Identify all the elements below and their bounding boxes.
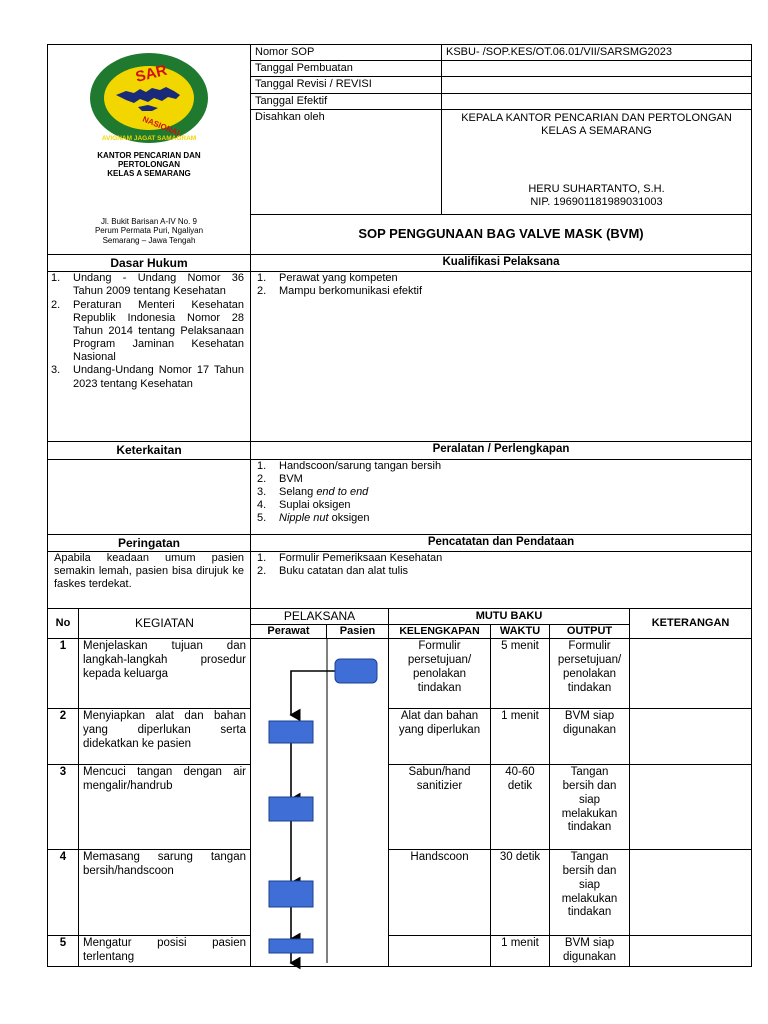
row-kelengkapan: Alat dan bahan yang diperlukan	[389, 709, 491, 765]
dasar-hukum-list	[51, 272, 244, 391]
pencatatan-list	[257, 552, 747, 578]
table-row	[48, 709, 752, 765]
row-waktu: 1 menit	[491, 936, 550, 967]
flowchart-cell	[251, 639, 389, 967]
list-number: 1.	[257, 272, 267, 285]
logo-ring-text: NASIONAL	[141, 114, 184, 139]
office-address	[52, 217, 246, 246]
activity-flow-table	[47, 608, 752, 967]
list-number: 1.	[257, 551, 267, 564]
list-text	[279, 512, 747, 525]
list-text: Perawat yang kompeten	[279, 272, 398, 285]
row-keterangan	[630, 936, 752, 967]
list-text-part: oksigen	[328, 512, 370, 525]
list-text-part: Selang	[279, 485, 317, 498]
tanggal-efektif-label: Tanggal Efektif	[251, 93, 442, 109]
row-output: Formulir persetujuan/ penolakan tindakan	[550, 639, 630, 709]
table-row	[48, 765, 752, 850]
disahkan-nama: HERU SUHARTANTO, S.H.	[528, 183, 665, 196]
flow-connector	[291, 671, 335, 715]
tanggal-pembuatan-label: Tanggal Pembuatan	[251, 61, 442, 77]
logo-motto-text: AVIGNAM JAGAT SAMAGRAM	[101, 135, 197, 142]
list-number: 2.	[51, 298, 61, 311]
address-line: Jl. Bukit Barisan A-IV No. 9	[100, 216, 198, 226]
row-keterangan	[630, 765, 752, 850]
peralatan-title: Peralatan / Perlengkapan	[251, 442, 752, 459]
col-no-header: No	[48, 608, 79, 638]
address-line: Perum Permata Puri, Ngaliyan	[94, 226, 204, 236]
list-item	[257, 473, 747, 486]
list-text: Formulir Pemeriksaan Kesehatan	[279, 551, 443, 564]
row-waktu: 30 detik	[491, 850, 550, 936]
col-kegiatan-header: KEGIATAN	[79, 608, 251, 638]
tanggal-pembuatan-value	[442, 61, 752, 77]
logo-top-text: SAR	[133, 61, 169, 86]
list-text	[279, 460, 747, 473]
row-kegiatan: Mengatur posisi pasien terlentang	[79, 936, 251, 967]
row-kelengkapan: Sabun/hand sanitizier	[389, 765, 491, 850]
keterkaitan-cell	[48, 459, 251, 534]
disahkan-nip: NIP. 196901181989031003	[530, 196, 663, 209]
flowchart-diagram	[251, 639, 389, 963]
list-item	[51, 299, 244, 365]
kualifikasi-cell	[251, 272, 752, 442]
sop-header-table	[47, 44, 752, 255]
signature-space	[446, 138, 747, 183]
col-pasien-header: Pasien	[327, 624, 389, 638]
row-keterangan	[630, 639, 752, 709]
kualifikasi-list	[257, 272, 747, 298]
row-no: 5	[48, 936, 79, 967]
row-no: 3	[48, 765, 79, 850]
list-text-italic: Nipple nut	[279, 512, 329, 525]
row-keterangan	[630, 850, 752, 936]
list-item	[257, 272, 747, 285]
list-text-part: BVM	[279, 472, 303, 485]
row-no: 4	[48, 850, 79, 936]
row-waktu: 1 menit	[491, 709, 550, 765]
peralatan-cell	[251, 459, 752, 534]
list-number: 1.	[51, 272, 61, 285]
list-text: Undang-Undang Nomor 17 Tahun 2023 tentang Kesehatan	[73, 364, 244, 390]
sop-sections-table	[47, 254, 752, 609]
row-kelengkapan: Handscoon	[389, 850, 491, 936]
list-text-italic: end to end	[316, 485, 369, 498]
office-identity-cell	[48, 45, 251, 255]
list-text	[279, 486, 747, 499]
dasar-hukum-title: Dasar Hukum	[48, 254, 251, 271]
row-kegiatan: Menjelaskan tujuan dan langkah-langkah prosedur kepada keluarga	[79, 639, 251, 709]
sop-title: SOP PENGGUNAAN BAG VALVE MASK (BVM)	[251, 214, 752, 254]
row-no: 2	[48, 709, 79, 765]
list-number: 3.	[51, 364, 61, 377]
col-pelaksana-header: PELAKSANA	[251, 608, 389, 624]
list-number: 3.	[257, 485, 267, 498]
flow-step-perawat-4	[269, 881, 313, 907]
list-item	[257, 499, 747, 512]
row-output: Tangan bersih dan siap melakukan tindakan	[550, 765, 630, 850]
list-number: 4.	[257, 499, 267, 512]
row-output: BVM siap digunakan	[550, 709, 630, 765]
list-text	[279, 473, 747, 486]
list-text: Buku catatan dan alat tulis	[279, 565, 409, 578]
list-number: 1.	[257, 459, 267, 472]
office-name-line: PERTOLONGAN	[117, 160, 181, 170]
list-text: Mampu berkomunikasi efektif	[279, 285, 423, 298]
list-text-part: Handscoon/sarung tangan bersih	[279, 459, 442, 472]
row-no: 1	[48, 639, 79, 709]
dasar-hukum-cell	[48, 272, 251, 442]
col-perawat-header: Perawat	[251, 624, 327, 638]
tanggal-revisi-value	[442, 77, 752, 93]
office-name-line: KELAS A SEMARANG	[107, 169, 191, 179]
list-item	[257, 285, 747, 298]
kualifikasi-title: Kualifikasi Pelaksana	[251, 254, 752, 271]
address-line: Semarang – Jawa Tengah	[102, 235, 196, 245]
disahkan-jabatan: KEPALA KANTOR PENCARIAN DAN PERTOLONGAN KELAS A SEMARANG	[461, 111, 732, 137]
keterkaitan-title: Keterkaitan	[48, 442, 251, 459]
table-row	[48, 936, 752, 967]
nomor-sop-label: Nomor SOP	[251, 45, 442, 61]
col-output-header: OUTPUT	[550, 624, 630, 638]
list-item	[257, 552, 747, 565]
col-keterangan-header: KETERANGAN	[630, 608, 752, 638]
row-kelengkapan: Formulir persetujuan/ penolakan tindakan	[389, 639, 491, 709]
list-item	[257, 460, 747, 473]
list-number: 2.	[257, 285, 267, 298]
col-kelengkapan-header: KELENGKAPAN	[389, 624, 491, 638]
list-item	[257, 512, 747, 525]
pencatatan-cell	[251, 551, 752, 608]
peralatan-list	[257, 460, 747, 526]
tanggal-revisi-label: Tanggal Revisi / REVISI	[251, 77, 442, 93]
table-row	[48, 850, 752, 936]
row-output: BVM siap digunakan	[550, 936, 630, 967]
list-item	[51, 364, 244, 390]
list-text	[279, 499, 747, 512]
row-kegiatan: Mencuci tangan dengan air mengalir/handrub	[79, 765, 251, 850]
row-kegiatan: Menyiapkan alat dan bahan yang diperlukan serta didekatkan ke pasien	[79, 709, 251, 765]
row-kegiatan: Memasang sarung tangan bersih/handscoon	[79, 850, 251, 936]
disahkan-label: Disahkan oleh	[251, 109, 442, 214]
sar-nasional-logo-icon	[88, 51, 210, 145]
row-waktu: 40-60 detik	[491, 765, 550, 850]
list-item	[51, 272, 244, 298]
list-text-part: Suplai oksigen	[279, 499, 351, 512]
list-number: 2.	[257, 565, 267, 578]
office-name	[52, 151, 246, 179]
pencatatan-title: Pencatatan dan Pendataan	[251, 534, 752, 551]
nomor-sop-value: KSBU- /SOP.KES/OT.06.01/VII/SARSMG2023	[442, 45, 752, 61]
disahkan-cell	[442, 109, 752, 214]
row-kelengkapan	[389, 936, 491, 967]
office-name-line: KANTOR PENCARIAN DAN	[97, 151, 201, 160]
list-number: 5.	[257, 512, 267, 525]
list-item	[257, 486, 747, 499]
list-text: Undang - Undang Nomor 36 Tahun 2009 tentang Kesehatan	[73, 272, 244, 298]
flow-step-perawat-2	[269, 721, 313, 743]
table-row	[48, 639, 752, 709]
row-keterangan	[630, 709, 752, 765]
list-number: 2.	[257, 472, 267, 485]
flow-step-perawat-3	[269, 797, 313, 821]
flow-step-perawat-5	[269, 939, 313, 953]
row-waktu: 5 menit	[491, 639, 550, 709]
row-output: Tangan bersih dan siap melakukan tindakan	[550, 850, 630, 936]
peringatan-text: Apabila keadaan umum pasien semakin lemah, pasien bisa dirujuk ke faskes terdekat.	[48, 551, 251, 608]
list-item	[257, 565, 747, 578]
col-waktu-header: WAKTU	[491, 624, 550, 638]
tanggal-efektif-value	[442, 93, 752, 109]
flow-step-pasien-1	[335, 659, 377, 683]
sop-document	[47, 44, 751, 967]
peringatan-title: Peringatan	[48, 534, 251, 551]
col-mutu-baku-header: MUTU BAKU	[389, 608, 630, 624]
list-text: Peraturan Menteri Kesehatan Republik Indonesia Nomor 28 Tahun 2014 tentang Pelaksanaan Program Jaminan Kesehatan Nasional	[73, 298, 244, 364]
